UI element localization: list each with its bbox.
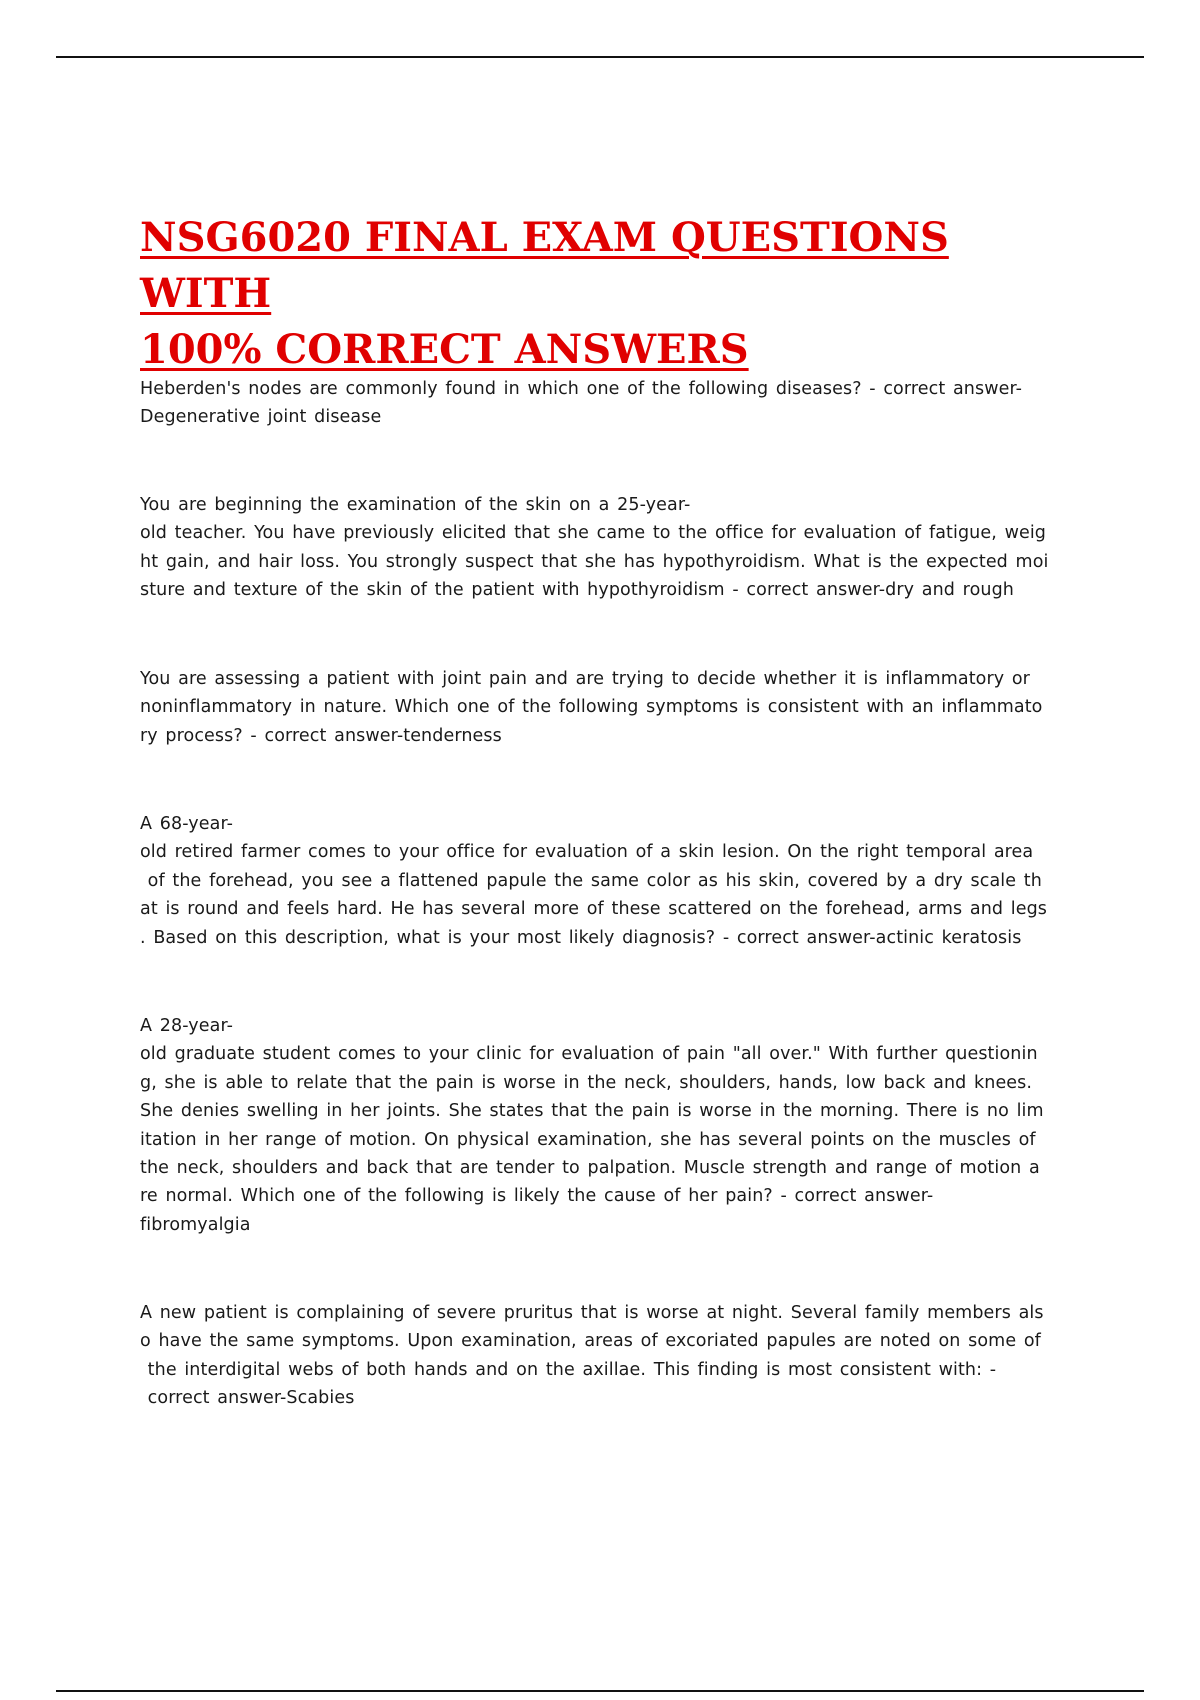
question-6	[140, 1299, 1060, 1413]
question-text-line: old graduate student comes to your clinic for evaluation of pain "all over." With further questionin	[140, 1044, 1038, 1065]
question-4	[140, 810, 1060, 952]
question-text-line: Heberden's nodes are commonly found in which one of the following diseases? - correct answer-	[140, 379, 1023, 399]
question-text-line: old teacher. You have previously elicited that she came to the office for evaluation of fatigue, weig	[140, 523, 1047, 544]
question-text-line: fibromyalgia	[140, 1214, 251, 1235]
question-text-line: at is round and feels hard. He has several more of these scattered on the forehead, arms and legs	[140, 899, 1048, 920]
question-text-line: You are beginning the examination of the skin on a 25-year-	[140, 495, 691, 515]
question-text-line: She denies swelling in her joints. She states that the pain is worse in the morning. There is no lim	[140, 1101, 1044, 1122]
question-text-line: correct answer-Scabies	[140, 1388, 355, 1409]
question-text-line: A new patient is complaining of severe pruritus that is worse at night. Several family members als	[140, 1303, 1044, 1323]
question-text-line: Degenerative joint disease	[140, 407, 382, 428]
bottom-rule	[56, 1690, 1144, 1692]
question-text-line: A 28-year-	[140, 1016, 234, 1036]
question-text-line: ry process? - correct answer-tenderness	[140, 725, 502, 746]
question-text-line: old retired farmer comes to your office for evaluation of a skin lesion. On the right temporal area	[140, 842, 1034, 863]
question-text-line: . Based on this description, what is your most likely diagnosis? - correct answer-actinic keratosis	[140, 927, 1022, 948]
question-text-line: the neck, shoulders and back that are tender to palpation. Muscle strength and range of motion a	[140, 1158, 1040, 1179]
title-line: NSG6020 FINAL EXAM QUESTIONS WITH	[140, 214, 949, 317]
question-text-line: g, she is able to relate that the pain is worse in the neck, shoulders, hands, low back and knees.	[140, 1072, 1033, 1093]
document-title	[140, 210, 1060, 378]
question-3	[140, 665, 1060, 750]
title-line: 100% CORRECT ANSWERS	[140, 326, 749, 373]
question-2	[140, 491, 1060, 605]
question-text-line: sture and texture of the skin of the patient with hypothyroidism - correct answer-dry and rough	[140, 580, 1014, 601]
question-text-line: You are assessing a patient with joint pain and are trying to decide whether it is inflammatory or	[140, 669, 1030, 689]
question-text-line: of the forehead, you see a flattened papule the same color as his skin, covered by a dry scale th	[140, 870, 1042, 891]
question-text-line: re normal. Which one of the following is likely the cause of her pain? - correct answer-	[140, 1186, 934, 1207]
question-5	[140, 1012, 1060, 1239]
question-text-line: noninflammatory in nature. Which one of the following symptoms is consistent with an inflammato	[140, 697, 1043, 718]
question-text-line: the interdigital webs of both hands and on the axillae. This finding is most consistent with: -	[140, 1359, 997, 1380]
top-rule	[56, 56, 1144, 58]
question-text-line: itation in her range of motion. On physical examination, she has several points on the muscles of	[140, 1129, 1036, 1150]
question-text-line: o have the same symptoms. Upon examination, areas of excoriated papules are noted on some of	[140, 1331, 1041, 1352]
question-text-line: A 68-year-	[140, 814, 234, 834]
question-1	[140, 375, 1060, 432]
question-text-line: ht gain, and hair loss. You strongly suspect that she has hypothyroidism. What is the expected moi	[140, 551, 1049, 572]
